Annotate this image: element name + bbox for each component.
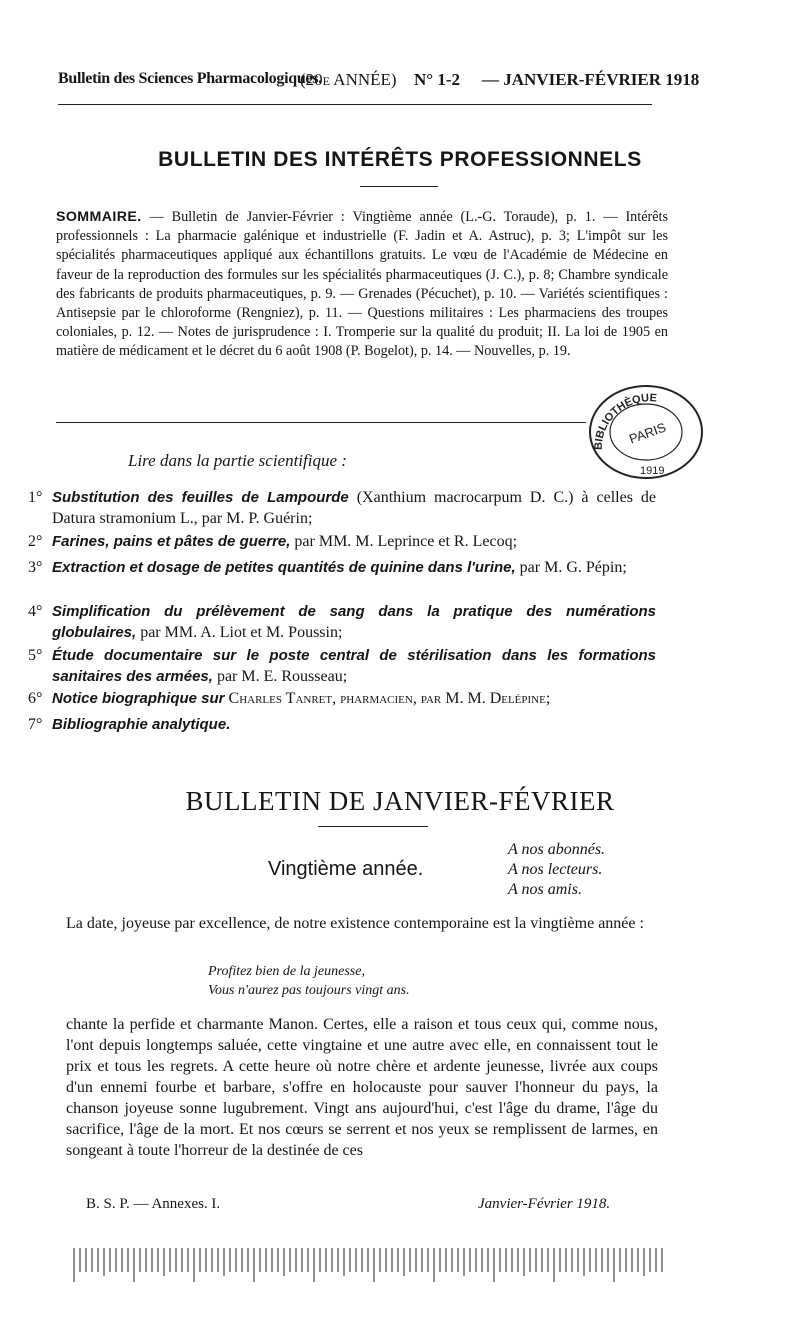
item-rest: par MM. M. Leprince et R. Lecoq; xyxy=(290,533,518,550)
dedication-line: A nos amis. xyxy=(508,881,582,898)
section-title-rule xyxy=(360,186,438,187)
item-rest: par M. G. Pépin; xyxy=(515,559,627,576)
stamp-center-text: PARIS xyxy=(627,419,668,447)
item-title: Farines, pains et pâtes de guerre, xyxy=(52,533,291,550)
item-number: 3° xyxy=(28,559,43,576)
stamp-top-text: BIBLIOTHÈQUE xyxy=(592,392,658,451)
item-number: 2° xyxy=(28,533,43,550)
bulletin-title-rule xyxy=(318,826,428,827)
verse-quote xyxy=(208,962,410,1000)
item-title: Étude documentaire sur le poste central de stérilisation dans les formations sanitaires des armées, xyxy=(52,647,656,685)
item-number: 5° xyxy=(28,647,43,664)
body-paragraph-2: chante la perfide et charmante Manon. Certes, elle a raison et tous ceux qui, comme nous, l'ont depuis longtemps saluée, cette vingtaine et une autre avec elle, en connaissent tout le prix et tous les regrets. A cette heure où notre chère et ardente jeunesse, livrée aux coups d'un ennemi fourbe et barbare, s'offre en holocauste pour sauver l'honneur du pays, la chanson joyeuse sonne lugubrement. Vingt ans aujourd'hui, c'est l'âge du drame, l'âge du sacrifice, l'âge de la mort. Et nos cœurs se serrent et nos yeux se remplissent de larmes, en songeant à toute l'horreur de la destinée de ces xyxy=(66,1016,658,1159)
item-number: 6° xyxy=(28,690,43,707)
lire-heading: Lire dans la partie scientifique : xyxy=(128,451,347,470)
list-item xyxy=(28,645,656,687)
item-title: Simplification du prélèvement de sang dans la pratique des numérations globulaires, xyxy=(52,603,656,641)
dedication xyxy=(508,840,605,900)
list-item xyxy=(28,714,656,735)
header-rule xyxy=(58,104,652,105)
item-title: Substitution des feuilles de Lampourde xyxy=(52,489,349,506)
item-title: Extraction et dosage de petites quantités de quinine dans l'urine, xyxy=(52,559,516,576)
list-item xyxy=(28,487,656,529)
dedication-line: A nos lecteurs. xyxy=(508,861,603,878)
sommaire-paragraph xyxy=(56,208,668,362)
item-rest: par MM. A. Liot et M. Poussin; xyxy=(136,624,343,641)
journal-name: Bulletin des Sciences Pharmacologiques. xyxy=(58,70,322,87)
item-number: 7° xyxy=(28,716,43,733)
quote-line: Profitez bien de la jeunesse, xyxy=(208,964,365,979)
sommaire-label: SOMMAIRE. xyxy=(56,209,142,225)
footer-reference: B. S. P. — Annexes. I. xyxy=(86,1196,221,1212)
issue-number: N° 1-2 xyxy=(414,70,460,89)
item-number: 4° xyxy=(28,603,43,620)
journal-year: (20e ANNÉE) xyxy=(300,70,397,89)
footer-date: Janvier-Février 1918. xyxy=(478,1196,611,1212)
item-rest: (Xanthium macrocarpum D. C.) à celles de Datura stramonium L., par M. P. Guérin; xyxy=(52,489,656,527)
item-number: 1° xyxy=(28,489,43,506)
library-stamp xyxy=(580,378,710,482)
list-item xyxy=(28,531,656,552)
body-paragraph-1: La date, joyeuse par excellence, de notre existence contemporaine est la vingtième année : xyxy=(66,915,644,932)
bulletin-title: BULLETIN DE JANVIER-FÉVRIER xyxy=(185,786,615,816)
item-title: Bibliographie analytique. xyxy=(52,716,231,733)
article-subtitle: Vingtième année. xyxy=(268,858,424,880)
list-item xyxy=(28,688,656,709)
list-item xyxy=(28,601,656,643)
dedication-line: A nos abonnés. xyxy=(508,841,606,858)
svg-text:BIBLIOTHÈQUE xyxy=(593,392,657,450)
sommaire-rule xyxy=(56,422,586,423)
item-title: Notice biographique sur xyxy=(52,690,225,707)
running-header xyxy=(58,70,700,96)
stamp-year-text: 1919 xyxy=(640,465,665,477)
list-item xyxy=(28,557,656,578)
scan-scale-bar xyxy=(72,1246,664,1286)
sommaire-text: — Bulletin de Janvier-Février : Vingtième année (L.-G. Toraude), p. 1. — Intérêts professionnels : La pharmacie galénique et industrielle (F. Jadin et A. Astruc), p. 3; L'impôt sur les spécialités pharmaceutiques appliqué aux échantillons gratuits. Le vœu de l'Académie de Médecine en faveur de la reproduction des formules sur les spécialités pharmaceutiques (J. C.), p. 8; Chambre syndicale des fabricants de produits pharmaceutiques, p. 9. — Grenades (Pécuchet), p. 10. — Variétés scientifiques : Antisepsie par le chloroforme (Rengniez), p. 11. — Questions militaires : Les pharmaciens des troupes coloniales, p. 12. — Notes de jurisprudence : I. Tromperie sur la qualité du produit; II. La loi de 1905 en matière de médicament et le décret du 6 août 1908 (P. Bogelot), p. 14. — Nouvelles, p. 19. xyxy=(56,209,668,360)
item-rest: Charles Tanret, pharmacien, par M. M. Delépine; xyxy=(224,690,551,707)
issue-date: — JANVIER-FÉVRIER 1918 xyxy=(482,70,700,89)
section-title: BULLETIN DES INTÉRÊTS PROFESSIONNELS xyxy=(158,148,642,171)
quote-line: Vous n'aurez pas toujours vingt ans. xyxy=(208,983,410,998)
item-rest: par M. E. Rousseau; xyxy=(212,668,348,685)
